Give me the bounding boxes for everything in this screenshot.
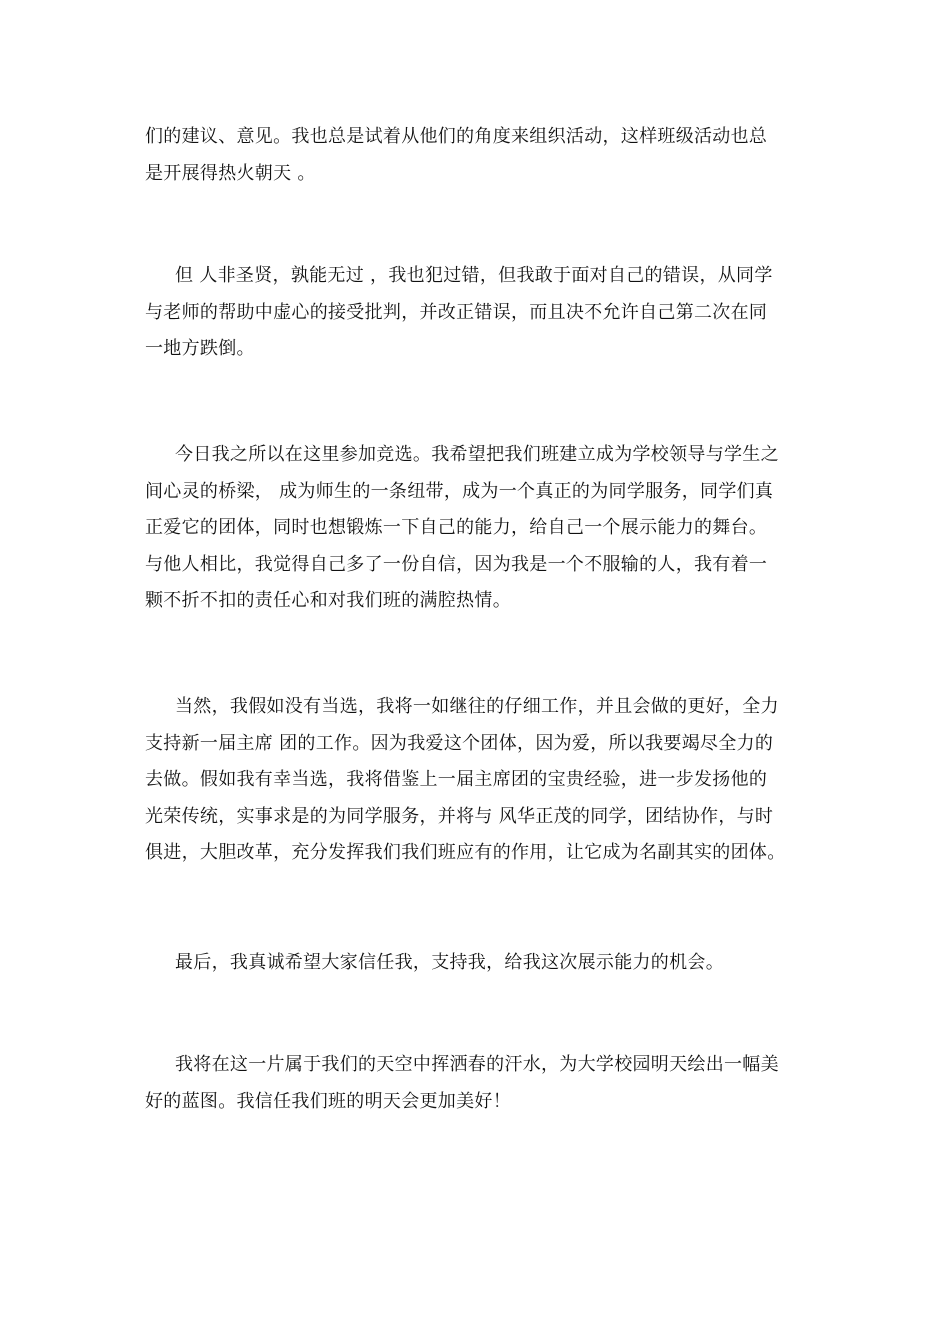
paragraph-line: 是开展得热火朝天 。 — [145, 162, 316, 184]
paragraph-line: 好的蓝图。我信任我们班的明天会更加美好！ — [145, 1090, 511, 1112]
paragraph-line: 与他人相比，我觉得自己多了一份自信，因为我是一个不服输的人，我有着一 — [145, 553, 768, 575]
paragraph-4 — [145, 689, 807, 872]
paragraph-2 — [145, 258, 807, 368]
paragraph-1 — [145, 119, 807, 192]
paragraph-line: 去做。假如我有幸当选，我将借鉴上一届主席团的宝贵经验，进一步发扬他的 — [145, 769, 768, 790]
paragraph-line: 正爱它的团体，同时也想锻炼一下自己的能力，给自己一个展示能力的舞台。 — [145, 517, 768, 538]
paragraph-line: 间心灵的桥梁， 成为师生的一条纽带，成为一个真正的为同学服务，同学们真 — [145, 480, 774, 502]
paragraph-line: 一地方跌倒。 — [145, 338, 255, 359]
paragraph-line: 光荣传统，实事求是的为同学服务，并将与 风华正茂的同学，团结协作，与时 — [145, 805, 774, 827]
paragraph-6 — [145, 1047, 807, 1120]
paragraph-line: 俱进，大胆改革，充分发挥我们我们班应有的作用，让它成为名副其实的团体。 — [145, 842, 786, 863]
paragraph-line: 我将在这一片属于我们的天空中挥洒春的汗水，为大学校园明天绘出一幅美 — [175, 1054, 779, 1075]
paragraph-5 — [145, 945, 807, 982]
paragraph-line: 们的建议、意见。我也总是试着从他们的角度来组织活动，这样班级活动也总 — [145, 126, 768, 147]
paragraph-line: 当然，我假如没有当选，我将一如继往的仔细工作，并且会做的更好，全力 — [175, 696, 779, 717]
paragraph-line: 最后，我真诚希望大家信任我，支持我，给我这次展示能力的机会。 — [175, 952, 724, 973]
paragraph-3 — [145, 437, 807, 620]
paragraph-line: 颗不折不扣的责任心和对我们班的满腔热情。 — [145, 590, 511, 611]
paragraph-line: 支持新一届主席 团的工作。因为我爱这个团体，因为爱，所以我要竭尽全力的 — [145, 732, 774, 754]
paragraph-line: 今日我之所以在这里参加竞选。我希望把我们班建立成为学校领导与学生之 — [175, 444, 779, 465]
paragraph-line: 但 人非圣贤，孰能无过 ，我也犯过错，但我敢于面对自己的错误，从同学 — [175, 265, 773, 286]
paragraph-line: 与老师的帮助中虚心的接受批判，并改正错误，而且决不允许自己第二次在同 — [145, 301, 768, 323]
